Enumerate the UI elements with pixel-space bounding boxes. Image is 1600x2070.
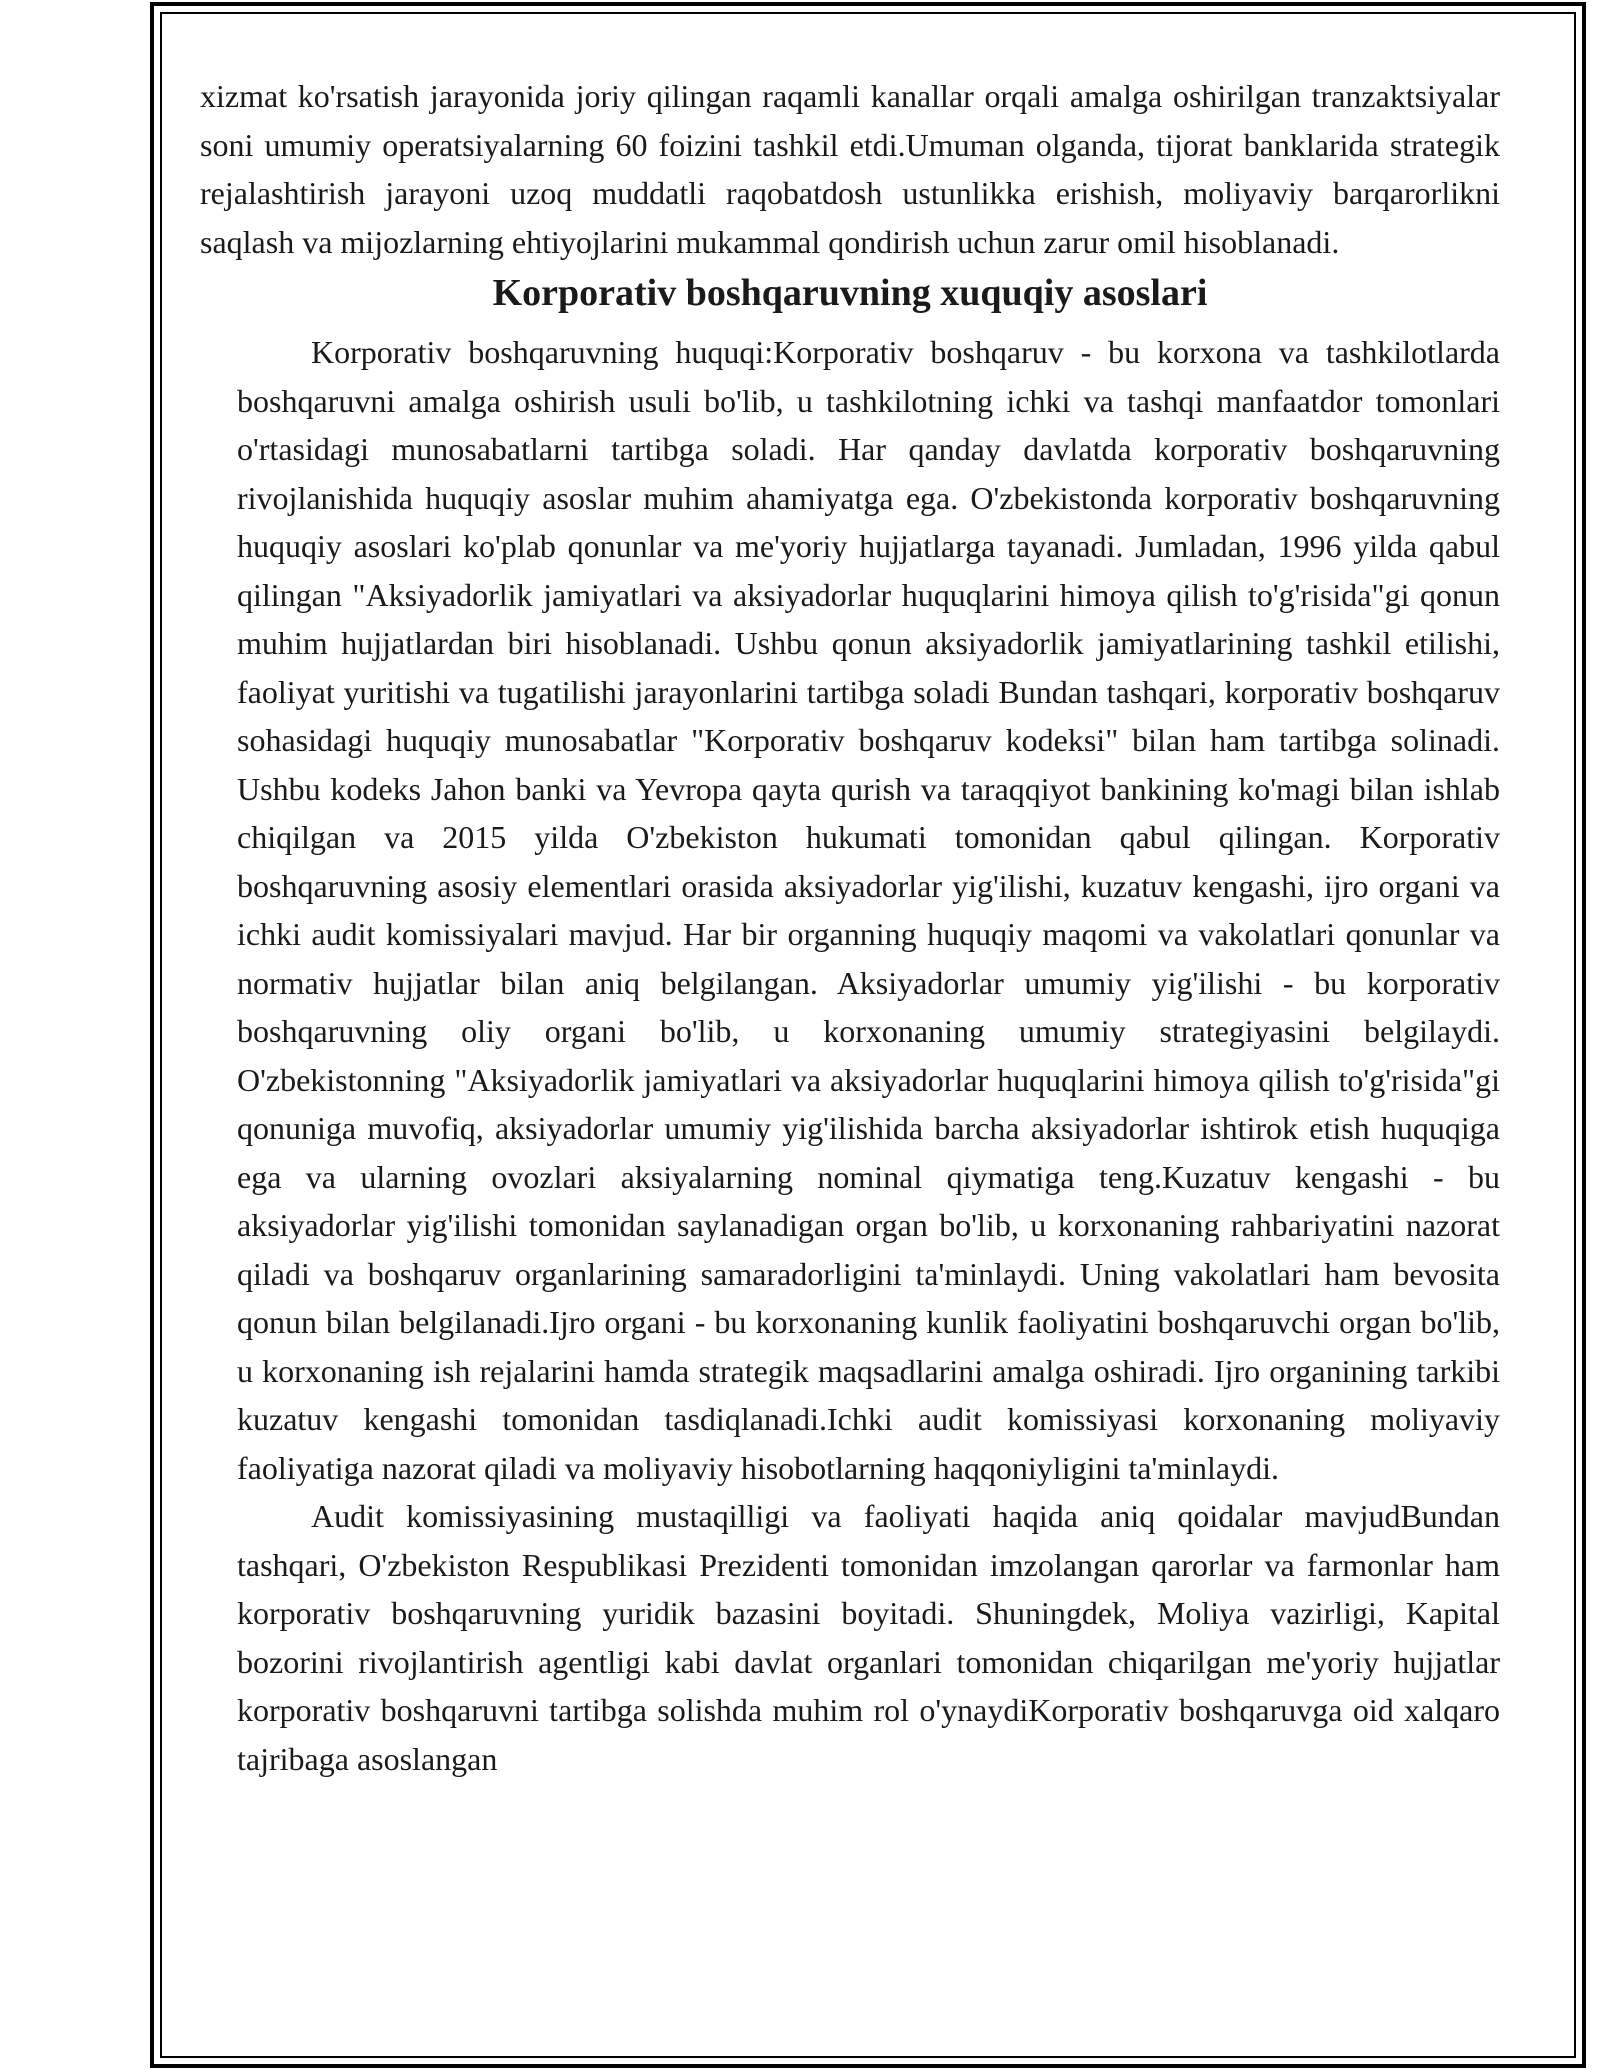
document-body bbox=[200, 72, 1500, 1783]
paragraph-final: Audit komissiyasining mustaqilligi va faoliyati haqida aniq qoidalar mavjudBundan tashqari, O'zbekiston Respublikasi Prezidenti tomonidan imzolangan qarorlar va farmonlar ham korporativ boshqaruvning yuridik bazasini boyitadi. Shuningdek, Moliya vazirligi, Kapital bozorini rivojlantirish agentligi kabi davlat organlari tomonidan chiqarilgan me'yoriy hujjatlar korporativ boshqaruvni tartibga solishda muhim rol o'ynaydiKorporativ boshqaruvga oid xalqaro tajribaga asoslangan bbox=[237, 1498, 1500, 1777]
section-heading: Korporativ boshqaruvning xuquqiy asoslari bbox=[492, 272, 1208, 314]
paragraph-intro: xizmat ko'rsatish jarayonida joriy qilingan raqamli kanallar orqali amalga oshirilgan tranzaktsiyalar soni umumiy operatsiyalarning 60 foizini tashkil etdi.Umuman olganda, tijorat banklarida strategik rejalashtirish jarayoni uzoq muddatli raqobatdosh ustunlikka erishish, moliyaviy barqarorlikni saqlash va mijozlarning ehtiyojlarini mukammal qondirish uchun zarur omil hisoblanadi. bbox=[200, 78, 1500, 260]
paragraph-main: Korporativ boshqaruvning huquqi:Korporativ boshqaruv - bu korxona va tashkilotlarda boshqaruvni amalga oshirish usuli bo'lib, u tashkilotning ichki va tashqi manfaatdor tomonlari o'rtasidagi munosabatlarni tartibga soladi. Har qanday davlatda korporativ boshqaruvning rivojlanishida huquqiy asoslar muhim ahamiyatga ega. O'zbekistonda korporativ boshqaruvning huquqiy asoslari ko'plab qonunlar va me'yoriy hujjatlarga tayanadi. Jumladan, 1996 yilda qabul qilingan "Aksiyadorlik jamiyatlari va aksiyadorlar huquqlarini himoya qilish to'g'risida"gi qonun muhim hujjatlardan biri hisoblanadi. Ushbu qonun aksiyadorlik jamiyatlarining tashkil etilishi, faoliyat yuritishi va tugatilishi jarayonlarini tartibga soladi Bundan tashqari, korporativ boshqaruv sohasidagi huquqiy munosabatlar "Korporativ boshqaruv kodeksi" bilan ham tartibga solinadi. Ushbu kodeks Jahon banki va Yevropa qayta qurish va taraqqiyot bankining ko'magi bilan ishlab chiqilgan va 2015 yilda O'zbekiston hukumati tomonidan qabul qilingan. Korporativ boshqaruvning asosiy elementlari orasida aksiyadorlar yig'ilishi, kuzatuv kengashi, ijro organi va ichki audit komissiyalari mavjud. Har bir organning huquqiy maqomi va vakolatlari qonunlar va normativ hujjatlar bilan aniq belgilangan. Aksiyadorlar umumiy yig'ilishi - bu korporativ boshqaruvning oliy organi bo'lib, u korxonaning umumiy strategiyasini belgilaydi. O'zbekistonning "Aksiyadorlik jamiyatlari va aksiyadorlar huquqlarini himoya qilish to'g'risida"gi qonuniga muvofiq, aksiyadorlar umumiy yig'ilishida barcha aksiyadorlar ishtirok etish huquqiga ega va ularning ovozlari aksiyalarning nominal qiymatiga teng.Kuzatuv kengashi - bu aksiyadorlar yig'ilishi tomonidan saylanadigan organ bo'lib, u korxonaning rahbariyatini nazorat qiladi va boshqaruv organlarining samaradorligini ta'minlaydi. Uning vakolatlari ham bevosita qonun bilan belgilanadi.Ijro organi - bu korxonaning kunlik faoliyatini boshqaruvchi organ bo'lib, u korxonaning ish rejalarini hamda strategik maqsadlarini amalga oshiradi. Ijro organining tarkibi kuzatuv kengashi tomonidan tasdiqlanadi.Ichki audit komissiyasi korxonaning moliyaviy faoliyatiga nazorat qiladi va moliyaviy hisobotlarning haqqoniyligini ta'minlaydi. bbox=[237, 334, 1500, 1486]
